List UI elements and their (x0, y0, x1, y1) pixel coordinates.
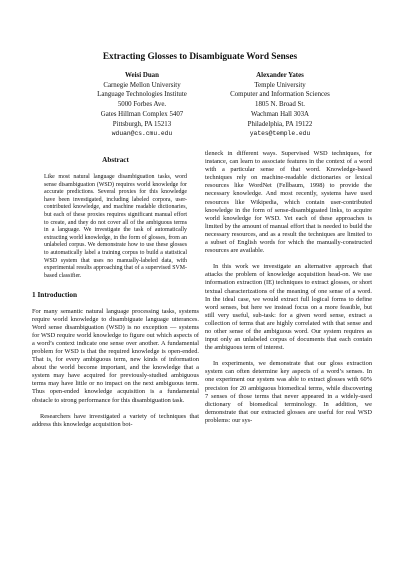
author-affiliation-line: Wachman Hall 303A (251, 110, 309, 118)
abstract-heading: Abstract (102, 156, 129, 164)
author-affiliation-line: Temple University (254, 81, 306, 89)
author-affiliation-line: Philadelphia, PA 19122 (247, 120, 313, 128)
author-name: Alexander Yates (256, 72, 304, 79)
author-block-2 (180, 71, 380, 139)
right-column (205, 150, 372, 433)
paper-title: Extracting Glosses to Disambiguate Word Senses (102, 52, 298, 62)
author-affiliation-line: Pittsburgh, PA 15213 (112, 120, 172, 128)
author-email: yates@temple.edu (249, 130, 311, 138)
body-paragraph: Researchers have investigated a variety of techniques that address this knowledge acquisition bot- (32, 412, 199, 428)
body-paragraph: In experiments, we demonstrate that our gloss extraction system can often determine key aspects of a word’s senses. In one experiment our system was able to extract glosses with 60% precision for 20 ambiguous biomedical terms, while discovering 7 senses of those terms that never appeared in a widely-used dictionary of biomedical terminology. In addition, we demonstrate that our extracted glosses are useful for real WSD problems: our sys- (205, 360, 372, 424)
author-name: Weisi Duan (125, 72, 159, 79)
author-affiliation-line: Carnegie Mellon University (103, 81, 181, 89)
author-affiliation-line: 5000 Forbes Ave. (117, 101, 167, 109)
author-affiliation-line: Gates Hillman Complex 5407 (100, 110, 184, 118)
author-email: wduan@cs.cmu.edu (111, 130, 173, 138)
author-affiliation-line: Language Technologies Institute (97, 91, 187, 99)
author-affiliation-line: Computer and Information Sciences (230, 91, 330, 99)
author-affiliation-line: 1805 N. Broad St. (255, 101, 305, 109)
body-paragraph-continued: tleneck in different ways. Supervised WSD techniques, for instance, can learn to associate features in the context of a word with a particular sense of that word. Knowledge-based techniques rely on machine-readable dictionaries or lexical resources like WordNet (Fellbaum, 1998) to provide the necessary knowledge. And most recently, systems have used resources like Wikipedia, which contain user-contributed knowledge in the form of sense-disambiguated links, to acquire world knowledge for WSD. Yet each of these approaches is limited by the amount of manual effort that is needed to build the necessary resources, and as a result the techniques are limited to a subset of English words for which the manually-constructed resources are available. (205, 150, 372, 255)
body-paragraph: In this work we investigate an alternative approach that attacks the problem of knowledge acquisition head-on. We use information extraction (IE) techniques to extract glosses, or short textual characterizations of the meaning of one sense of a word. In the ideal case, we would extract full logical forms to define word senses, but here we instead focus on a more feasible, but still very useful, sub-task: for a given word sense, extract a collection of terms that are highly correlated with that sense and no other sense of the ambiguous word. Our system requires as input only an unlabeled corpus of documents that each contain the ambiguous term of interest. (205, 263, 372, 352)
abstract-text: Like most natural language disambiguation tasks, word sense disambiguation (WSD) requires world knowledge for accurate predictions. Several proxies for this knowledge have been investigated, including labeled corpora, user-contributed knowledge, and machine readable dictionaries, but each of these proxies requires significant manual effort to create, and they do not cover all of the ambiguous terms in a language. We investigate the task of automatically extracting world knowledge, in the form of glosses, from an unlabeled corpus. We demonstrate how to use these glosses to automatically label a training corpus to build a statistical WSD system that uses no manually-labeled data, with experimental results approaching that of a supervised SVM-based classifier. (44, 174, 187, 279)
left-column (32, 150, 199, 429)
body-paragraph: For many semantic natural language processing tasks, systems require world knowledge to disambiguate language utterances. Word sense disambiguation (WSD) is no exception — systems for WSD require world knowledge to figure out which aspects of a word’s context indicate one sense over another. A fundamental problem for WSD is that the required knowledge is open-ended. That is, for every ambiguous term, new kinds of information about the world become important, and the knowledge that a system may have acquired for previously-studied ambiguous terms may have little or no impact on the next ambiguous term. Thus open-ended knowledge acquisition is a fundamental obstacle to strong performance for this disambiguation task. (32, 307, 199, 404)
section-heading-introduction: 1 Introduction (32, 290, 78, 300)
